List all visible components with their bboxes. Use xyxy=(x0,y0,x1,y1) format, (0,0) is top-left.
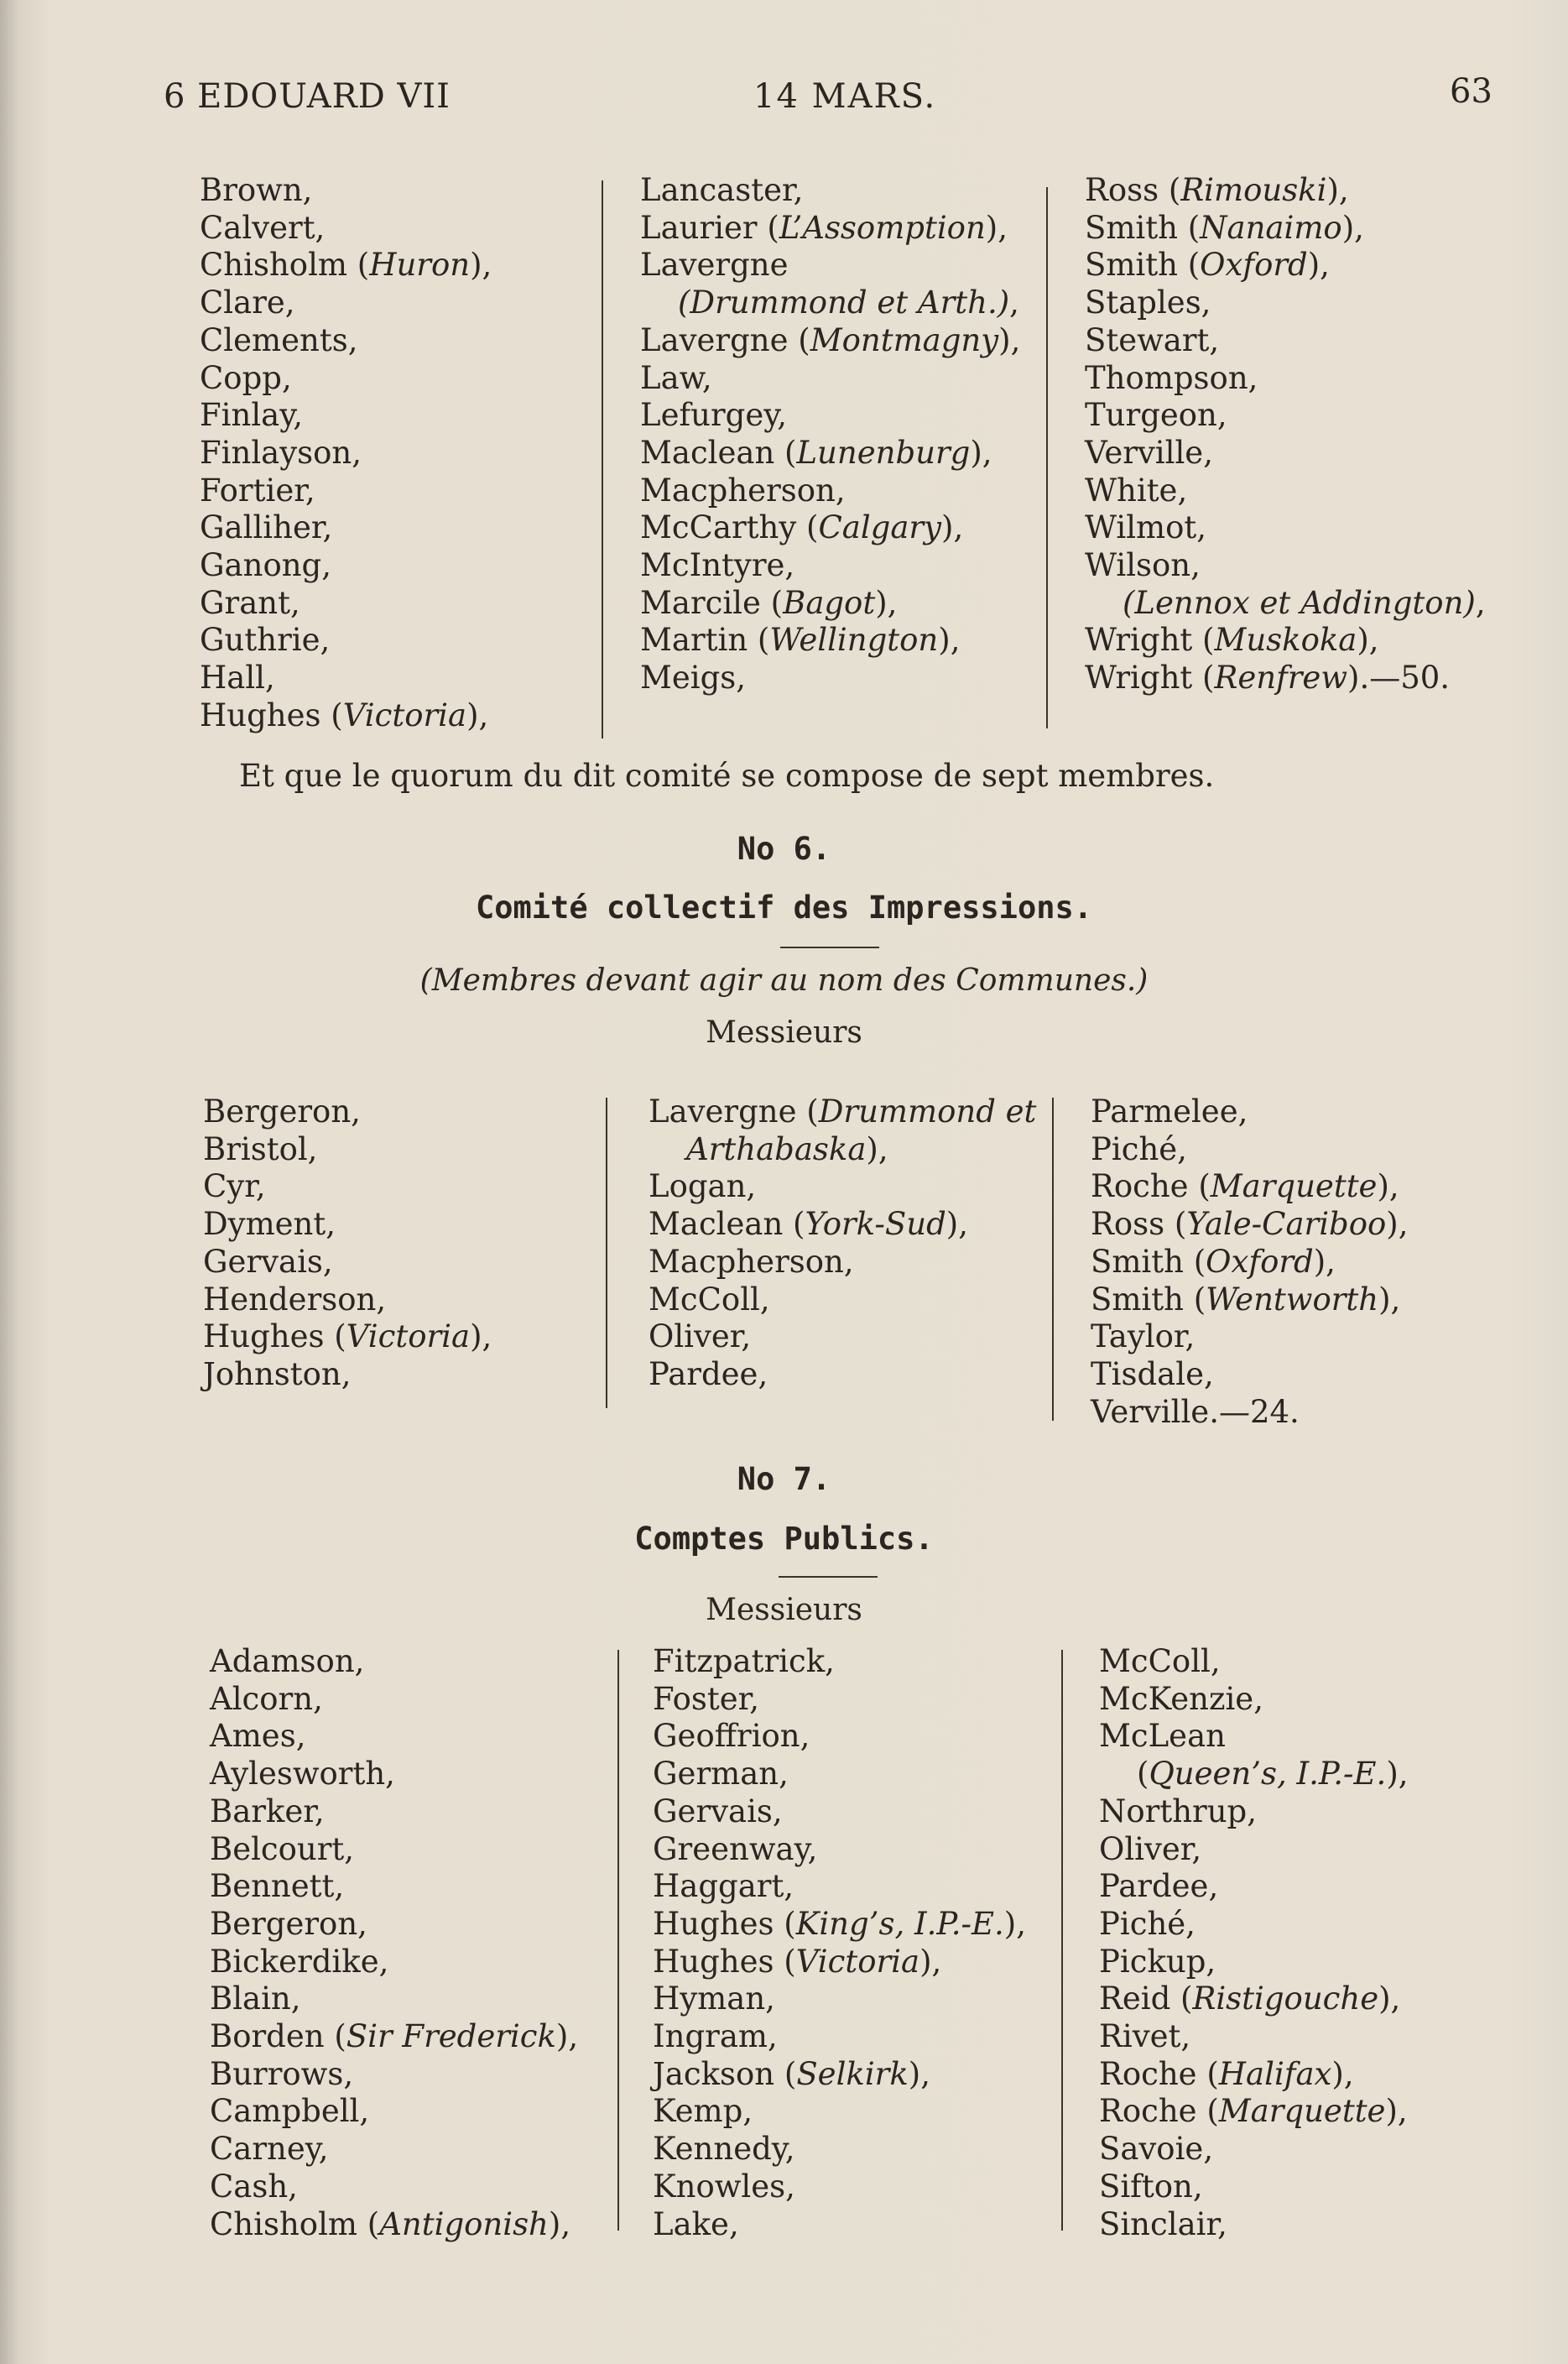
member-name: Piché, xyxy=(1091,1130,1187,1167)
member-name: McColl, xyxy=(1099,1643,1221,1679)
header-date: 14 MARS. xyxy=(753,77,937,116)
member-name: Hughes (Victoria), xyxy=(203,1318,492,1355)
member-name: Brown, xyxy=(200,172,313,208)
member-name: Meigs, xyxy=(640,660,747,697)
member-name: Martin (Wellington), xyxy=(640,622,961,659)
header-session: 6 EDOUARD VII xyxy=(164,77,451,116)
list-column-2 xyxy=(649,1093,1036,1394)
member-name: Guthrie, xyxy=(200,622,331,659)
member-name: Reid (Ristigouche), xyxy=(1099,1980,1401,2017)
member-name: Blain, xyxy=(210,1980,301,2017)
member-name: McLean xyxy=(1099,1718,1226,1755)
member-name: Bickerdike, xyxy=(210,1943,389,1980)
member-name: Jackson (Selkirk), xyxy=(653,2055,930,2092)
member-name: Dyment, xyxy=(203,1206,336,1243)
member-name: Ross (Yale-Cariboo), xyxy=(1091,1206,1409,1243)
member-name: Pardee, xyxy=(1099,1868,1219,1905)
member-name: Wilson, xyxy=(1085,547,1201,584)
member-name: Carney, xyxy=(210,2131,329,2168)
member-name: (Drummond et Arth.), xyxy=(678,284,1019,321)
list-column-2 xyxy=(653,1643,1026,2243)
column-divider xyxy=(1061,1650,1063,2231)
member-name: Ames, xyxy=(210,1718,306,1755)
member-name: Smith (Oxford), xyxy=(1085,247,1330,284)
title-rule xyxy=(779,1576,878,1578)
section-title: Comptes Publics. xyxy=(634,1521,934,1557)
column-divider xyxy=(1046,187,1048,728)
member-name: Calvert, xyxy=(200,209,326,246)
list-column-1 xyxy=(203,1093,492,1394)
page-header xyxy=(0,72,1568,128)
member-name: Smith (Wentworth), xyxy=(1091,1281,1401,1318)
member-name: Bennett, xyxy=(210,1868,345,1905)
member-name: German, xyxy=(653,1756,789,1793)
member-name: Bergeron, xyxy=(210,1905,367,1942)
messieurs-heading: Messieurs xyxy=(706,1593,862,1627)
member-name: Lancaster, xyxy=(640,172,804,208)
member-name: Aylesworth, xyxy=(210,1756,395,1793)
member-name: Campbell, xyxy=(210,2093,370,2130)
list-column-3 xyxy=(1099,1643,1409,2243)
list-column-2 xyxy=(640,172,1020,697)
member-name: Clare, xyxy=(200,284,295,321)
member-name: Kemp, xyxy=(653,2093,753,2130)
member-name: Chisholm (Antigonish), xyxy=(210,2205,571,2242)
member-name: Foster, xyxy=(653,1680,760,1717)
member-name: Oliver, xyxy=(1099,1830,1202,1867)
member-name: Belcourt, xyxy=(210,1830,355,1867)
member-name: Alcorn, xyxy=(210,1680,323,1717)
member-name: Adamson, xyxy=(210,1643,365,1679)
quorum-text: Et que le quorum du dit comité se compose de sept membres. xyxy=(239,758,1215,794)
member-name: Chisholm (Huron), xyxy=(200,247,492,284)
section-number: No 6. xyxy=(737,831,831,867)
member-name: Barker, xyxy=(210,1793,325,1829)
member-name: Verville.—24. xyxy=(1091,1393,1300,1430)
member-name: Maclean (Lunenburg), xyxy=(640,434,992,471)
member-name: Geoffrion, xyxy=(653,1718,810,1755)
member-name: Smith (Oxford), xyxy=(1091,1243,1336,1280)
member-name: Lavergne (Montmagny), xyxy=(640,321,1021,358)
member-name: Bergeron, xyxy=(203,1093,361,1130)
member-name: Roche (Marquette), xyxy=(1091,1168,1399,1205)
member-name: Hughes (Victoria), xyxy=(653,1943,942,1980)
member-name: Lefurgey, xyxy=(640,397,788,434)
member-name: Logan, xyxy=(649,1168,757,1205)
list-column-1 xyxy=(200,172,492,735)
member-name: Kennedy, xyxy=(653,2131,795,2168)
member-name: Hughes (King’s, I.P.-E.), xyxy=(653,1905,1026,1942)
page-number: 63 xyxy=(1450,72,1492,111)
column-divider xyxy=(1052,1098,1054,1421)
member-name: Pardee, xyxy=(649,1355,768,1392)
member-name: Hughes (Victoria), xyxy=(200,697,489,733)
member-name: Lavergne xyxy=(640,247,789,284)
member-name: Ingram, xyxy=(653,2018,778,2055)
member-name: Wright (Renfrew).—50. xyxy=(1085,660,1451,697)
member-name: Thompson, xyxy=(1085,359,1258,396)
member-name: Oliver, xyxy=(649,1318,752,1355)
member-name: Sifton, xyxy=(1099,2168,1203,2205)
member-name: Ganong, xyxy=(200,547,331,584)
member-name: Northrup, xyxy=(1099,1793,1257,1829)
member-name: Smith (Nanaimo), xyxy=(1085,209,1364,246)
member-name: (Queen’s, I.P.-E.), xyxy=(1137,1756,1409,1793)
member-name: Wilmot, xyxy=(1085,509,1207,546)
member-name: Gervais, xyxy=(203,1243,333,1280)
member-name: Macpherson, xyxy=(640,472,846,509)
member-name: Arthabaska), xyxy=(686,1130,888,1167)
member-name: Greenway, xyxy=(653,1830,818,1867)
member-name: Finlayson, xyxy=(200,434,362,471)
section-subtitle: (Membres devant agir au nom des Communes.) xyxy=(419,963,1149,998)
member-name: Henderson, xyxy=(203,1281,387,1318)
member-name: Sinclair, xyxy=(1099,2205,1227,2242)
member-name: Clements, xyxy=(200,321,358,358)
section-title: Comité collectif des Impressions. xyxy=(475,890,1093,926)
member-name: Haggart, xyxy=(653,1868,794,1905)
column-divider xyxy=(602,180,603,738)
member-name: Gervais, xyxy=(653,1793,783,1829)
member-name: Grant, xyxy=(200,584,300,621)
member-name: Cash, xyxy=(210,2168,298,2205)
member-name: Rivet, xyxy=(1099,2018,1191,2055)
title-rule xyxy=(780,947,879,948)
member-name: Roche (Halifax), xyxy=(1099,2055,1354,2092)
member-name: Law, xyxy=(640,359,712,396)
list-column-1 xyxy=(210,1643,578,2243)
member-name: Marcile (Bagot), xyxy=(640,584,898,621)
member-name: Knowles, xyxy=(653,2168,795,2205)
member-name: Pickup, xyxy=(1099,1943,1216,1980)
member-name: Hyman, xyxy=(653,1980,775,2017)
list-column-3 xyxy=(1085,172,1486,697)
member-name: Stewart, xyxy=(1085,321,1220,358)
member-name: Macpherson, xyxy=(649,1243,854,1280)
member-name: Burrows, xyxy=(210,2055,354,2092)
member-name: McCarthy (Calgary), xyxy=(640,509,964,546)
member-name: Galliher, xyxy=(200,509,333,546)
member-name: Ross (Rimouski), xyxy=(1085,172,1349,208)
member-name: Hall, xyxy=(200,660,275,697)
member-name: Piché, xyxy=(1099,1905,1196,1942)
member-name: Finlay, xyxy=(200,397,303,434)
member-name: Maclean (York-Sud), xyxy=(649,1206,968,1243)
member-name: White, xyxy=(1085,472,1188,509)
member-name: McKenzie, xyxy=(1099,1680,1263,1717)
member-name: Taylor, xyxy=(1091,1318,1196,1355)
member-name: Fitzpatrick, xyxy=(653,1643,835,1679)
member-name: Bristol, xyxy=(203,1130,318,1167)
section-number: No 7. xyxy=(737,1461,831,1497)
member-name: Verville, xyxy=(1085,434,1213,471)
member-name: Turgeon, xyxy=(1085,397,1227,434)
member-name: Fortier, xyxy=(200,472,315,509)
member-name: Copp, xyxy=(200,359,292,396)
member-name: Wright (Muskoka), xyxy=(1085,622,1379,659)
member-name: Borden (Sir Frederick), xyxy=(210,2018,579,2055)
member-name: Lavergne (Drummond et xyxy=(649,1093,1037,1130)
member-name: Staples, xyxy=(1085,284,1211,321)
member-name: Parmelee, xyxy=(1091,1093,1248,1130)
list-column-3 xyxy=(1091,1093,1409,1431)
member-name: Johnston, xyxy=(203,1355,352,1392)
member-name: McIntyre, xyxy=(640,547,795,584)
member-name: McColl, xyxy=(649,1281,770,1318)
member-name: Tisdale, xyxy=(1091,1355,1214,1392)
column-divider xyxy=(606,1098,607,1408)
member-name: Lake, xyxy=(653,2205,739,2242)
column-divider xyxy=(617,1650,619,2231)
messieurs-heading: Messieurs xyxy=(706,1015,862,1050)
member-name: Laurier (L’Assomption), xyxy=(640,209,1008,246)
member-name: (Lennox et Addington), xyxy=(1123,584,1486,621)
member-name: Roche (Marquette), xyxy=(1099,2093,1408,2130)
member-name: Savoie, xyxy=(1099,2131,1214,2168)
member-name: Cyr, xyxy=(203,1168,266,1205)
